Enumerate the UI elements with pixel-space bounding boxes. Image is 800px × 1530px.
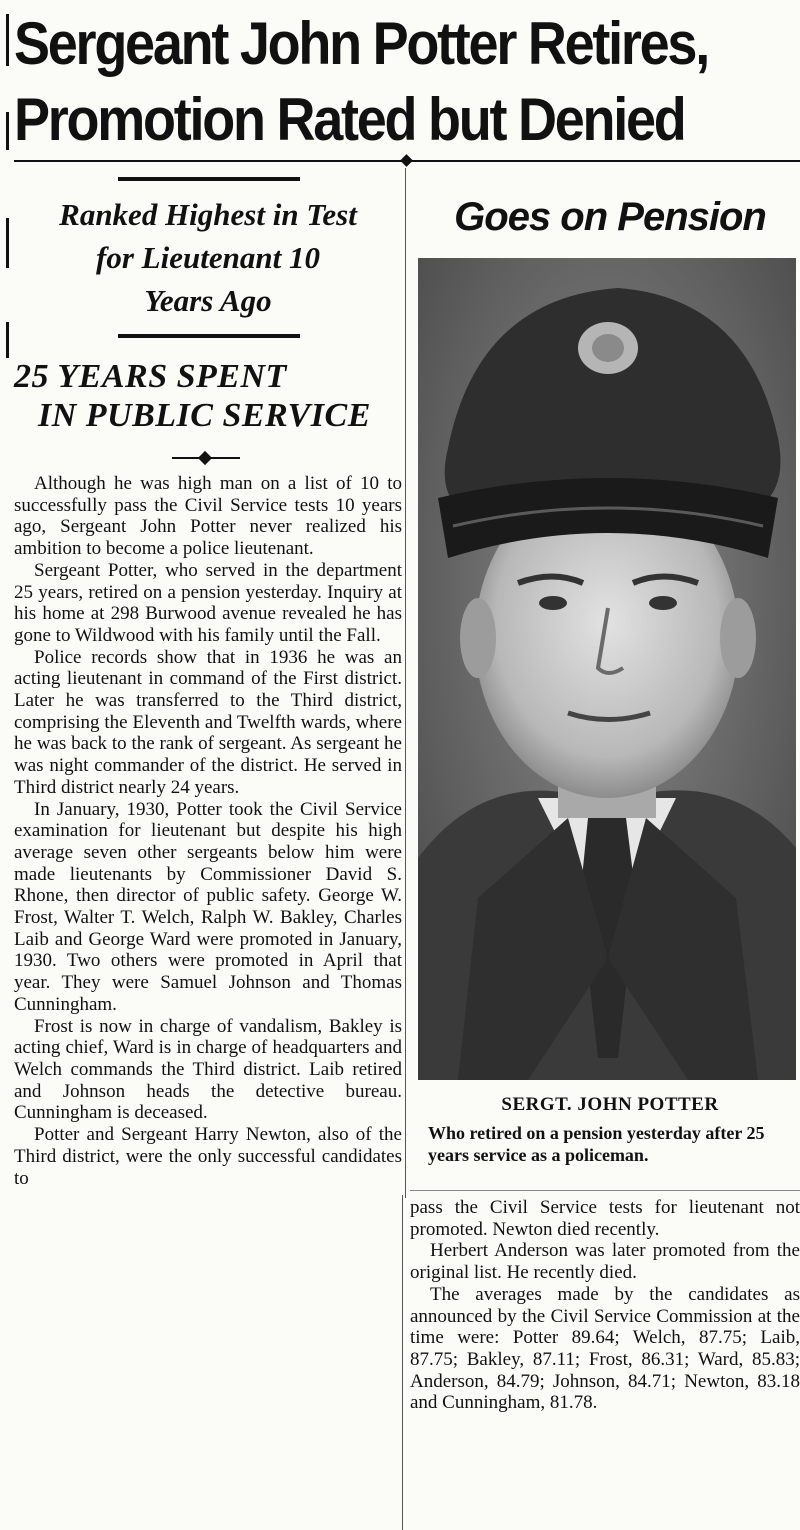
- column-divider: [402, 1195, 403, 1530]
- deck-line-1: Ranked Highest in Test: [59, 197, 357, 232]
- article-column-1: [14, 473, 402, 1530]
- deck-headline: [14, 193, 402, 322]
- article-paragraph: Potter and Sergeant Harry Newton, also of the Third district, were the only successful candidates to: [14, 1124, 402, 1189]
- photo-caption-text: Who retired on a pension yesterday after 25 years service as a policeman.: [428, 1123, 765, 1165]
- edge-rule: [6, 112, 9, 150]
- subhead-line-2: IN PUBLIC SERVICE: [38, 397, 371, 434]
- article-paragraph: The averages made by the candidates as announced by the Civil Service Commission at the time were: Potter 89.64; Welch, 87.75; Laib, 87.75; Bakley, 87.11; Frost, 86.31; Ward, 85.83; Anderson, 84.79; Johnson, 84.71; Newton, 83.18 and Cunningham, 81.78.: [410, 1283, 800, 1414]
- deck-bottom-rule: [118, 334, 300, 338]
- subhead-line-1: 25 YEARS SPENT: [14, 358, 287, 395]
- article-paragraph: pass the Civil Service tests for lieutenant not promoted. Newton died recently.: [410, 1197, 800, 1240]
- article-paragraph: In January, 1930, Potter took the Civil Service examination for lieutenant but despite his high average seven other sergeants below him were made lieutenants by Commissioner David S. Rhone, then director of public safety. George W. Frost, Walter T. Welch, Ralph W. Bakley, Charles Laib and George Ward were promoted in January, 1930. Two others were promoted in April that year. They were Samuel Johnson and Thomas Cunningham.: [14, 798, 402, 1015]
- portrait-photo: [418, 258, 796, 1080]
- headline: [14, 6, 721, 158]
- photo-caption-name: SERGT. JOHN POTTER: [501, 1094, 719, 1115]
- article-paragraph: Herbert Anderson was later promoted from the original list. He recently died.: [410, 1240, 800, 1284]
- article-paragraph: Sergeant Potter, who served in the department 25 years, retired on a pension yesterday. Inquiry at his home at 298 Burwood avenue revealed he has gone to Wildwood with his family until the Fall.: [14, 559, 402, 646]
- caption-rule: [410, 1190, 800, 1191]
- edge-rule: [6, 14, 9, 66]
- dash-ornament-diamond: [198, 451, 212, 465]
- deck-line-3: Years Ago: [144, 283, 272, 318]
- article-column-2: [410, 1197, 800, 1530]
- article-paragraph: Frost is now in charge of vandalism, Bakley is acting chief, Ward is in charge of headquarters and Welch commands the Third district. Laib retired and Johnson heads the detective bureau. Cunningham is deceased.: [14, 1015, 402, 1124]
- headline-line-1: Sergeant John Potter Retires,: [14, 10, 708, 77]
- edge-rule: [6, 322, 9, 358]
- deck-top-rule: [118, 177, 300, 181]
- headline-line-2: Promotion Rated but Denied: [14, 86, 685, 153]
- article-paragraph: Although he was high man on a list of 10 to successfully pass the Civil Service tests 10 years ago, Sergeant John Potter never realized his ambition to become a police lieutenant.: [14, 473, 402, 560]
- deck-line-2: for Lieutenant 10: [96, 240, 320, 275]
- edge-rule: [6, 218, 9, 268]
- article-paragraph: Police records show that in 1936 he was an acting lieutenant in command of the First district. Later he was transferred to the Third district, comprising the Eleventh and Twelfth wards, where he was back to the rank of sergeant. As sergeant he was night commander of the district. He served in Third district nearly 24 years.: [14, 646, 402, 798]
- photo-label: Goes on Pension: [454, 195, 766, 239]
- column-divider: [405, 168, 406, 1198]
- portrait-illustration: [418, 258, 796, 1080]
- subhead: [14, 357, 402, 435]
